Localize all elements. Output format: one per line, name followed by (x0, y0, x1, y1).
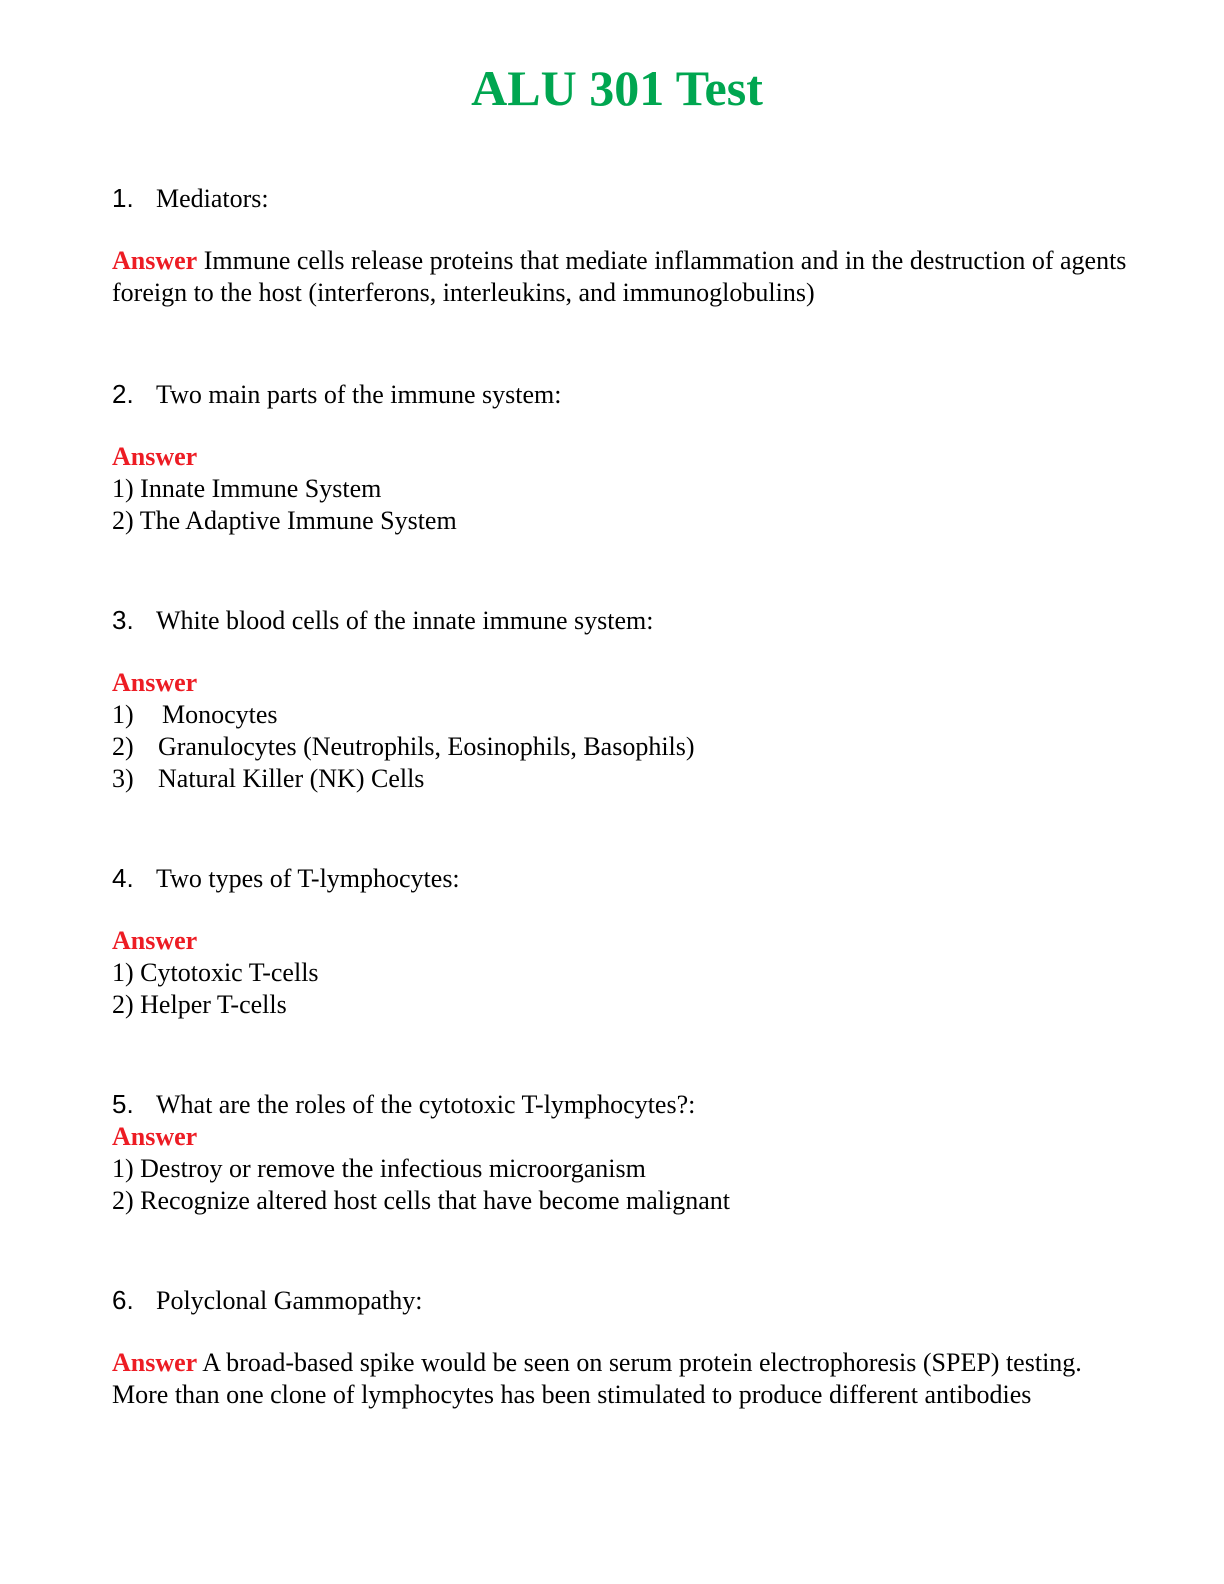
answer-label: Answer (112, 668, 198, 697)
list-item-number: 2) (112, 732, 134, 761)
question-number: 4. (112, 863, 134, 893)
list-item-text: Monocytes (162, 700, 278, 729)
answer-label: Answer (112, 1348, 198, 1377)
answer-label-line (112, 667, 1132, 699)
answer-list-item (112, 699, 1132, 731)
answer-list-item (112, 763, 1132, 795)
question-text: White blood cells of the innate immune system: (156, 606, 654, 635)
question-number: 2. (112, 379, 134, 409)
question-text: What are the roles of the cytotoxic T-lymphocytes?: (156, 1090, 696, 1119)
list-item-number: 1) (112, 700, 134, 729)
question-text: Mediators: (156, 184, 269, 213)
question-block-4 (112, 862, 1132, 1021)
list-item-text: Natural Killer (NK) Cells (158, 764, 425, 793)
answer-list-item (112, 731, 1132, 763)
question-line (112, 1088, 1132, 1121)
question-number: 6. (112, 1285, 134, 1315)
answer-label-line (112, 1121, 1132, 1153)
question-text: Two main parts of the immune system: (156, 380, 562, 409)
list-item-number: 3) (112, 764, 134, 793)
answer-text: Immune cells release proteins that mediate inflammation and in the destruction of agents foreign to the host (interferons, interleukins, and immunoglobulins) (112, 246, 1127, 307)
document-title: ALU 301 Test (471, 60, 763, 116)
question-text: Two types of T-lymphocytes: (156, 864, 460, 893)
answer-paragraph (112, 245, 1132, 309)
answer-list-item: 2) Helper T-cells (112, 990, 287, 1019)
question-line (112, 182, 1132, 215)
question-block-5 (112, 1088, 1132, 1217)
answer-list-item: 2) Recognize altered host cells that have become malignant (112, 1186, 730, 1215)
question-number: 3. (112, 605, 134, 635)
question-line (112, 378, 1132, 411)
question-number: 5. (112, 1089, 134, 1119)
question-block-6 (112, 1284, 1132, 1411)
answer-label: Answer (112, 442, 198, 471)
answer-label-line (112, 925, 1132, 957)
answer-label-line (112, 441, 1132, 473)
question-text: Polyclonal Gammopathy: (156, 1286, 423, 1315)
answer-paragraph (112, 1347, 1132, 1411)
answer-label: Answer (112, 1122, 198, 1151)
answer-text: A broad-based spike would be seen on serum protein electrophoresis (SPEP) testing. More than one clone of lymphocytes has been stimulated to produce different antibodies (112, 1348, 1082, 1409)
question-block-1 (112, 182, 1132, 309)
question-line (112, 862, 1132, 895)
answer-list-item: 1) Cytotoxic T-cells (112, 958, 319, 987)
question-block-3 (112, 604, 1132, 795)
question-line (112, 604, 1132, 637)
answer-label: Answer (112, 926, 198, 955)
answer-label: Answer (112, 246, 198, 275)
answer-list-item: 1) Destroy or remove the infectious microorganism (112, 1154, 646, 1183)
question-line (112, 1284, 1132, 1317)
answer-list-item: 2) The Adaptive Immune System (112, 506, 457, 535)
question-number: 1. (112, 183, 134, 213)
answer-list-item: 1) Innate Immune System (112, 474, 382, 503)
question-block-2 (112, 378, 1132, 537)
list-item-text: Granulocytes (Neutrophils, Eosinophils, Basophils) (158, 732, 695, 761)
